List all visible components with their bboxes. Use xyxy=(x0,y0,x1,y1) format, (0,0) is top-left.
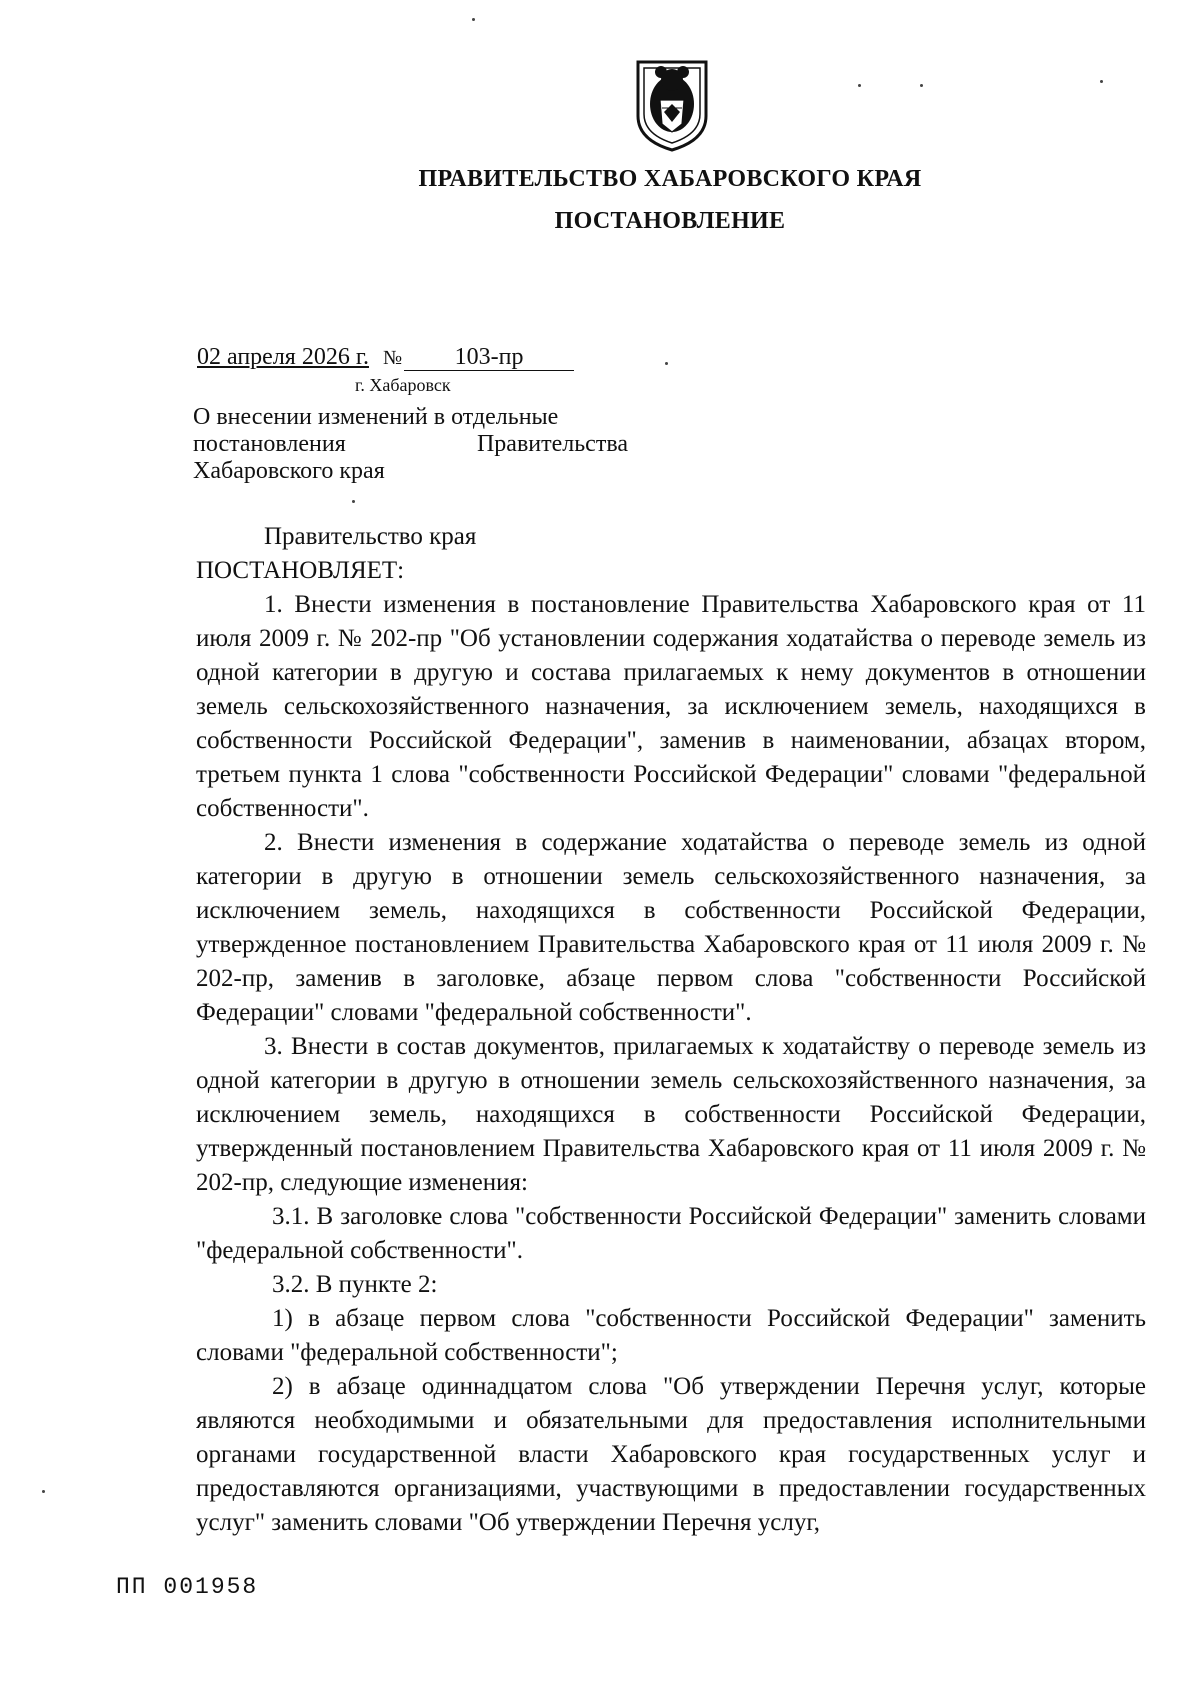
paragraph-3-2: 3.2. В пункте 2: xyxy=(272,1271,438,1298)
document-type: ПОСТАНОВЛЕНИЕ xyxy=(554,208,786,234)
subject-line-3: Хабаровского края xyxy=(193,458,385,484)
scan-speck xyxy=(472,18,475,21)
subject-line-1: О внесении изменений в отдельные xyxy=(193,404,559,430)
subject-line-2: постановления Правительства xyxy=(193,431,628,457)
form-serial-number: ПП 001958 xyxy=(116,1574,259,1600)
scan-speck xyxy=(920,84,923,87)
date-number-line xyxy=(197,344,574,371)
paragraph-3: 3. Внести в состав документов, прилагаемых к ходатайству о переводе земель из одной категории в другую в отношении земель сельскохозяйственного назначения, за исключением земель, находящихся в собственности Российской Федерации, утвержденный постановлением Правительства Хабаровского края от 11 июля 2009 г. № 202-пр, следующие изменения: xyxy=(196,1033,1146,1196)
paragraph-3-1: 3.1. В заголовке слова "собственности Российской Федерации" заменить словами "федеральной собственности". xyxy=(196,1203,1146,1264)
scan-speck xyxy=(1100,80,1103,83)
decree-number: 103-пр xyxy=(404,345,574,371)
scan-speck xyxy=(858,84,861,87)
government-title: ПРАВИТЕЛЬСТВО ХАБАРОВСКОГО КРАЯ xyxy=(418,166,922,192)
paragraph-3-2-2: 2) в абзаце одиннадцатом слова "Об утверждении Перечня услуг, которые являются необходимыми и обязательными для предоставления исполнительными органами государственной власти Хабаровского края государственных услуг и предоставляются организациями, участвующими в предоставлении государственных услуг" заменить словами "Об утверждении Перечня услуг, xyxy=(196,1373,1146,1536)
scan-speck xyxy=(665,362,668,365)
decree-subject xyxy=(193,404,628,485)
number-sign: № xyxy=(382,347,403,369)
paragraph-2: 2. Внести изменения в содержание ходатайства о переводе земель из одной категории в другую в отношении земель сельскохозяйственного назначения, за исключением земель, находящихся в собственности Российской Федерации, утвержденное постановлением Правительства Хабаровского края от 11 июля 2009 г. № 202-пр, заменив в заголовке, абзаце первом слова "собственности Российской Федерации" словами "федеральной собственности". xyxy=(196,829,1146,1026)
coat-of-arms-icon xyxy=(632,58,712,154)
intro-line-2: ПОСТАНОВЛЯЕТ: xyxy=(196,557,405,584)
paragraph-3-2-1: 1) в абзаце первом слова "собственности Российской Федерации" заменить словами "федеральной собственности"; xyxy=(196,1305,1146,1366)
decree-date: 02 апреля 2026 г. xyxy=(197,344,369,370)
scan-speck xyxy=(42,1490,45,1493)
paragraph-1: 1. Внести изменения в постановление Правительства Хабаровского края от 11 июля 2009 г. № 202-пр "Об установлении содержания ходатайства о переводе земель из одной категории в другую и состава прилагаемых к нему документов в отношении земель сельскохозяйственного назначения, за исключением земель, находящихся в собственности Российской Федерации", заменив в наименовании, абзацах втором, третьем пункта 1 слова "собственности Российской Федерации" словами "федеральной собственности". xyxy=(196,591,1146,822)
decree-body xyxy=(196,520,1146,1540)
scan-speck xyxy=(352,500,355,503)
city: г. Хабаровск xyxy=(355,375,451,395)
intro-line-1: Правительство края xyxy=(264,523,477,550)
